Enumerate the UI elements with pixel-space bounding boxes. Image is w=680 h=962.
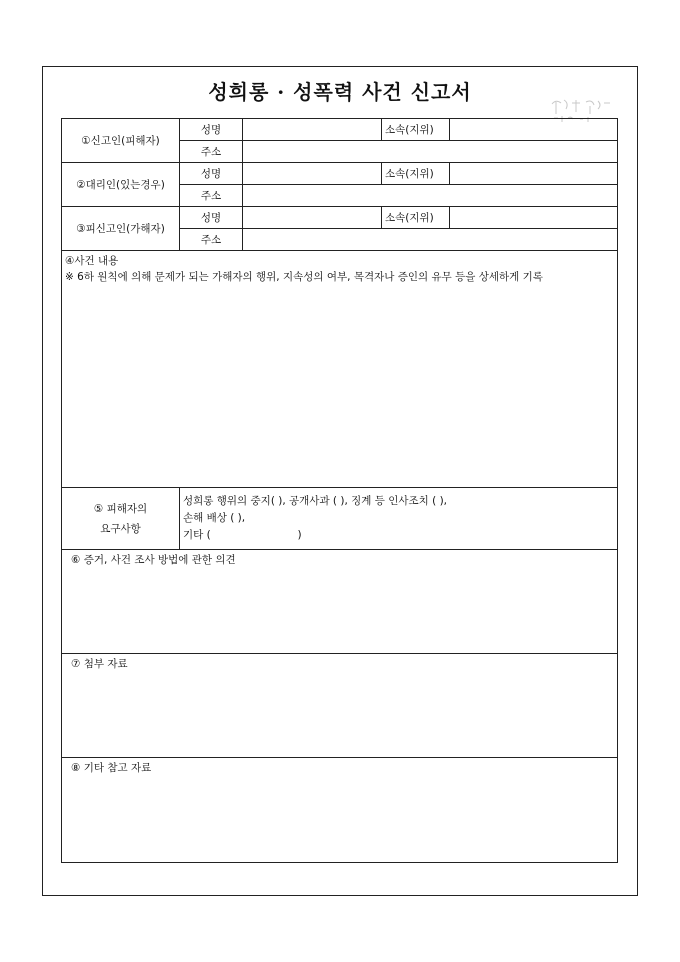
report-form-table <box>61 118 618 863</box>
agent-address-field[interactable] <box>243 185 618 207</box>
requests-content[interactable] <box>180 488 618 550</box>
agent-name-row <box>62 163 618 185</box>
requests-line2: 손해 배상 ( ), <box>183 512 246 524</box>
agent-affiliation-field[interactable] <box>450 163 618 185</box>
respondent-affiliation-label: 소속(지위) <box>382 207 450 229</box>
evidence-row <box>62 550 618 654</box>
other-row <box>62 758 618 863</box>
agent-affiliation-label: 소속(지위) <box>382 163 450 185</box>
reporter-address-label: 주소 <box>180 141 243 163</box>
incident-heading: ④사건 내용 <box>65 255 119 267</box>
reporter-address-field[interactable] <box>243 141 618 163</box>
reporter-label: ①신고인(피해자) <box>62 119 180 163</box>
reporter-name-field[interactable] <box>243 119 382 141</box>
other-heading: ⑧ 기타 참고 자료 <box>71 762 152 774</box>
agent-name-field[interactable] <box>243 163 382 185</box>
requests-label <box>62 488 180 550</box>
respondent-name-row <box>62 207 618 229</box>
requests-label-line1: ⑤ 피해자의 <box>93 502 148 515</box>
attachments-heading: ⑦ 첨부 자료 <box>71 658 128 670</box>
incident-content-area[interactable] <box>62 251 618 488</box>
incident-note: ※ 6하 원칙에 의해 문제가 되는 가해자의 행위, 지속성의 여부, 목격자나 증인의 유무 등을 상세하게 기록 <box>65 271 543 283</box>
respondent-affiliation-field[interactable] <box>450 207 618 229</box>
requests-line1: 성희롱 행위의 중지( ), 공개사과 ( ), 징계 등 인사조치 ( ), <box>183 495 448 507</box>
form-title: 성희롱 · 성폭력 사건 신고서 <box>208 80 472 104</box>
agent-label: ②대리인(있는경우) <box>62 163 180 207</box>
other-content-area[interactable] <box>62 758 618 863</box>
respondent-address-field[interactable] <box>243 229 618 251</box>
requests-row <box>62 488 618 550</box>
respondent-address-label: 주소 <box>180 229 243 251</box>
agent-name-label: 성명 <box>180 163 243 185</box>
reporter-affiliation-field[interactable] <box>450 119 618 141</box>
requests-label-line2: 요구사항 <box>100 522 141 535</box>
reporter-name-row <box>62 119 618 141</box>
reporter-affiliation-label: 소속(지위) <box>382 119 450 141</box>
attachments-row <box>62 654 618 758</box>
reporter-name-label: 성명 <box>180 119 243 141</box>
attachments-content-area[interactable] <box>62 654 618 758</box>
respondent-name-label: 성명 <box>180 207 243 229</box>
requests-line3: 기타 ( ) <box>183 529 302 541</box>
incident-row <box>62 251 618 488</box>
evidence-content-area[interactable] <box>62 550 618 654</box>
respondent-label: ③피신고인(가해자) <box>62 207 180 251</box>
agent-address-label: 주소 <box>180 185 243 207</box>
respondent-name-field[interactable] <box>243 207 382 229</box>
evidence-heading: ⑥ 증거, 사건 조사 방법에 관한 의견 <box>71 554 236 566</box>
